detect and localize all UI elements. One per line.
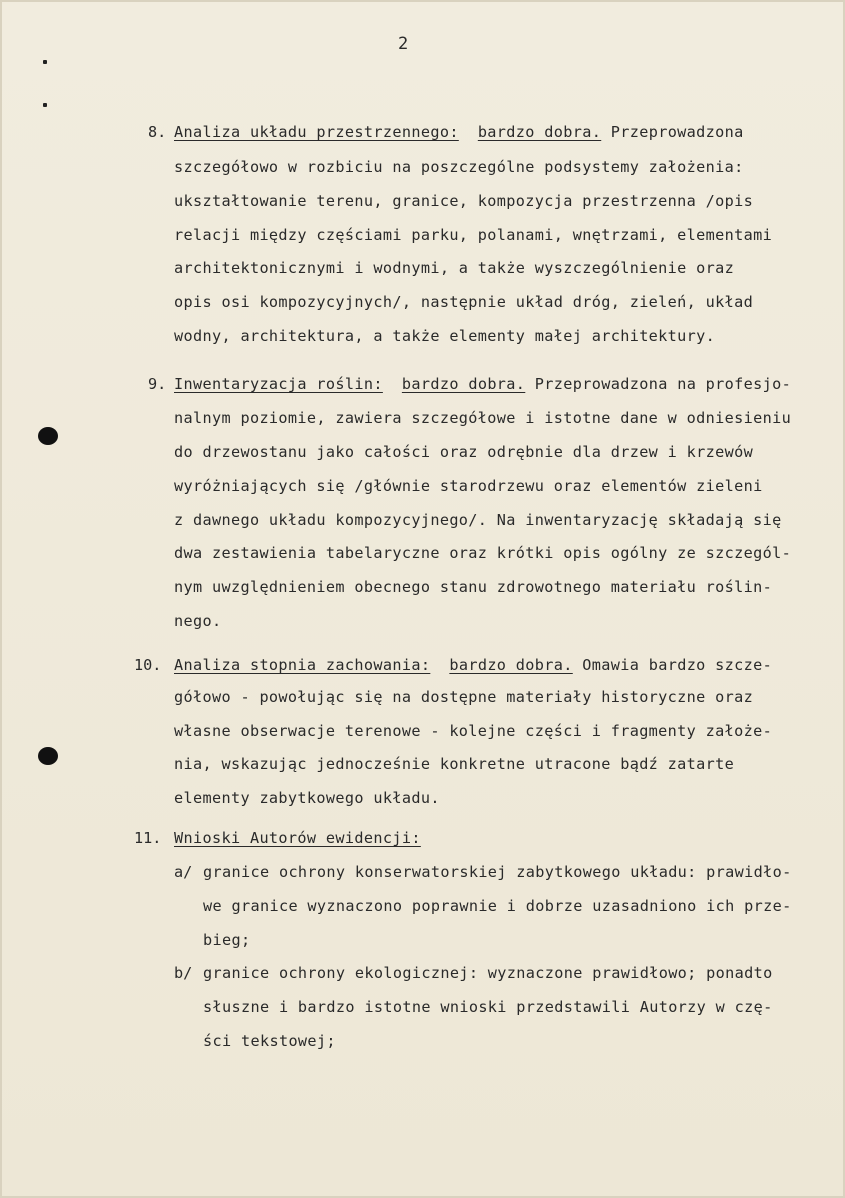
- item-text: Przeprowadzona: [601, 123, 744, 141]
- item-text-line: z dawnego układu kompozycyjnego/. Na inwentaryzację składają się: [174, 511, 782, 529]
- item-heading: Wnioski Autorów ewidencji:: [174, 829, 421, 847]
- item-number: 11.: [134, 829, 162, 847]
- item-text-line: relacji między częściami parku, polanami, wnętrzami, elementami: [174, 226, 773, 244]
- item-heading: Inwentaryzacja roślin:: [174, 375, 383, 393]
- subitem-text-line: bieg;: [203, 931, 251, 949]
- item-text-line: szczegółowo w rozbiciu na poszczególne podsystemy założenia:: [174, 158, 744, 176]
- item-text-line: nym uwzględnieniem obecnego stanu zdrowotnego materiału roślin-: [174, 578, 773, 596]
- item-rating: bardzo dobra.: [401, 375, 526, 393]
- subitem-text-line: we granice wyznaczono poprawnie i dobrze uzasadniono ich prze-: [203, 897, 792, 915]
- item-first-line: [174, 122, 744, 142]
- item-text-line: nalnym poziomie, zawiera szczegółowe i istotne dane w odniesieniu: [174, 409, 792, 427]
- subitem-label: b/: [174, 964, 193, 982]
- item-text-line: nego.: [174, 612, 222, 630]
- subitem-text-line: słuszne i bardzo istotne wnioski przedstawili Autorzy w czę-: [203, 998, 773, 1016]
- item-text-line: wodny, architektura, a także elementy małej architektury.: [174, 327, 716, 345]
- item-first-line: [174, 374, 791, 394]
- item-text: Omawia bardzo szcze-: [572, 656, 773, 674]
- item-number: 9.: [148, 375, 167, 393]
- item-text-line: elementy zabytkowego układu.: [174, 789, 440, 807]
- item-rating: bardzo dobra.: [477, 123, 602, 141]
- item-text: Przeprowadzona na profesjo-: [525, 375, 792, 393]
- item-heading: Analiza stopnia zachowania:: [174, 656, 431, 674]
- subitem-text-line: granice ochrony konserwatorskiej zabytkowego układu: prawidło-: [203, 863, 792, 881]
- subitem-label: a/: [174, 863, 193, 881]
- item-first-line: [174, 655, 772, 675]
- subitem-text-line: granice ochrony ekologicznej: wyznaczone prawidłowo; ponadto: [203, 964, 773, 982]
- item-text-line: opis osi kompozycyjnych/, następnie układ dróg, zieleń, układ: [174, 293, 754, 311]
- subitem-text-line: ści tekstowej;: [203, 1032, 336, 1050]
- paper-mark: [43, 60, 47, 64]
- item-text-line: ukształtowanie terenu, granice, kompozycja przestrzenna /opis: [174, 192, 754, 210]
- punch-hole: [38, 747, 58, 765]
- item-first-line: [174, 828, 421, 848]
- item-text-line: dwa zestawienia tabelaryczne oraz krótki opis ogólny ze szczegól-: [174, 544, 792, 562]
- item-rating: bardzo dobra.: [449, 656, 573, 674]
- item-text-line: nia, wskazując jednocześnie konkretne utracone bądź zatarte: [174, 755, 735, 773]
- item-number: 10.: [134, 656, 162, 674]
- item-text-line: do drzewostanu jako całości oraz odrębnie dla drzew i krzewów: [174, 443, 754, 461]
- item-text-line: architektonicznymi i wodnymi, a także wyszczególnienie oraz: [174, 259, 735, 277]
- item-text-line: własne obserwacje terenowe - kolejne części i fragmenty założe-: [174, 722, 773, 740]
- paper-mark: [43, 103, 47, 107]
- item-text-line: wyróżniających się /głównie starodrzewu oraz elementów zieleni: [174, 477, 763, 495]
- punch-hole: [38, 427, 58, 445]
- item-number: 8.: [148, 123, 167, 141]
- page-number: 2: [398, 34, 410, 54]
- item-text-line: gółowo - powołując się na dostępne materiały historyczne oraz: [174, 688, 754, 706]
- item-heading: Analiza układu przestrzennego:: [174, 123, 459, 141]
